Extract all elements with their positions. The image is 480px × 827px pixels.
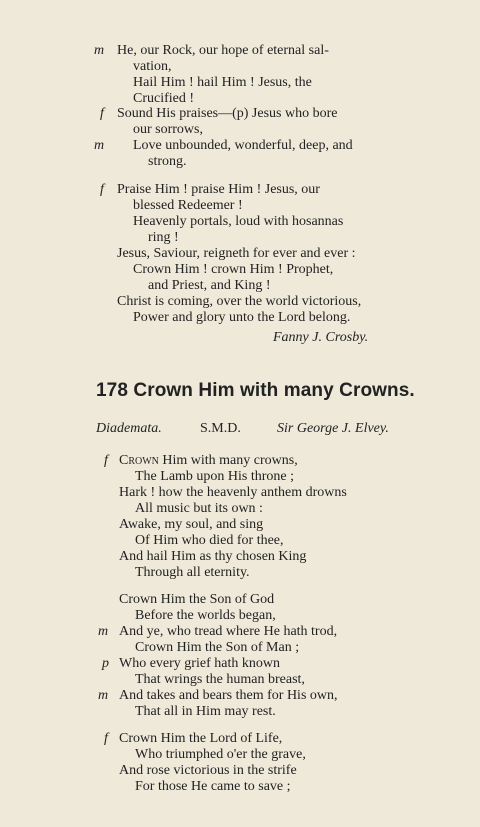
meter: S.M.D.: [200, 421, 241, 436]
author-attribution: Fanny J. Crosby.: [273, 330, 369, 345]
dynamic-mark: f: [100, 106, 104, 121]
first-word: Crown: [119, 453, 159, 468]
verse-line: strong.: [148, 154, 187, 169]
dynamic-mark: m: [94, 138, 105, 153]
verse-line: That all in Him may rest.: [135, 704, 276, 719]
verse-line: Love unbounded, wonderful, deep, and: [133, 138, 353, 153]
verse-line: Jesus, Saviour, reigneth for ever and ever :: [117, 246, 356, 261]
verse-line: Before the worlds began,: [135, 608, 276, 623]
verse-line: That wrings the human breast,: [135, 672, 305, 687]
verse-line: Crown Him the Son of Man ;: [135, 640, 300, 655]
verse-line: ring !: [148, 230, 179, 245]
dynamic-mark: m: [98, 624, 109, 639]
hymn-number: 178: [96, 380, 129, 401]
verse-line: All music but its own :: [135, 501, 263, 516]
verse-line: Who triumphed o'er the grave,: [135, 747, 306, 762]
verse-line: Who every grief hath known: [119, 656, 280, 671]
hymn-title: Crown Him with many Crowns.: [133, 380, 415, 401]
verse-line: For those He came to save ;: [135, 779, 291, 794]
verse-line: And ye, who tread where He hath trod,: [119, 624, 338, 639]
dynamic-mark: p: [102, 656, 109, 671]
verse-line: And takes and bears them for His own,: [119, 688, 338, 703]
dynamic-mark: m: [98, 688, 109, 703]
hymn-heading: [96, 380, 415, 402]
verse-line: Awake, my soul, and sing: [119, 517, 264, 532]
verse-line: Sound His praises—(p) Jesus who bore: [117, 106, 338, 121]
verse-line: our sorrows,: [133, 122, 203, 137]
verse-line: Hark ! how the heavenly anthem drowns: [119, 485, 347, 500]
verse-line: and Priest, and King !: [148, 278, 271, 293]
verse-line: Of Him who died for thee,: [135, 533, 284, 548]
dynamic-mark: f: [104, 731, 108, 746]
verse-line: Hail Him ! hail Him ! Jesus, the: [133, 75, 312, 90]
verse-line: blessed Redeemer !: [133, 198, 243, 213]
dynamic-mark: f: [104, 453, 108, 468]
verse-line: Heavenly portals, loud with hosannas: [133, 214, 344, 229]
verse-line: Crown Him the Lord of Life,: [119, 731, 283, 746]
verse-line: And hail Him as thy chosen King: [119, 549, 307, 564]
verse-line: The Lamb upon His throne ;: [135, 469, 295, 484]
verse-line: Praise Him ! praise Him ! Jesus, our: [117, 182, 320, 197]
dynamic-mark: m: [94, 43, 105, 58]
verse-line: Through all eternity.: [135, 565, 250, 580]
verse-line: He, our Rock, our hope of eternal sal-: [117, 43, 329, 58]
verse-line-text: Him with many crowns,: [162, 453, 298, 468]
verse-line: Christ is coming, over the world victorious,: [117, 294, 362, 309]
verse-line: Power and glory unto the Lord belong.: [133, 310, 351, 325]
verse-line: Crucified !: [133, 91, 195, 106]
dynamic-mark: f: [100, 182, 104, 197]
verse-line: Crown Him the Son of God: [119, 592, 275, 607]
tune-name: Diademata.: [96, 421, 162, 436]
verse-line: vation,: [133, 59, 172, 74]
verse-line: And rose victorious in the strife: [119, 763, 297, 778]
verse-line: Crown Him ! crown Him ! Prophet,: [133, 262, 334, 277]
composer: Sir George J. Elvey.: [277, 421, 389, 436]
